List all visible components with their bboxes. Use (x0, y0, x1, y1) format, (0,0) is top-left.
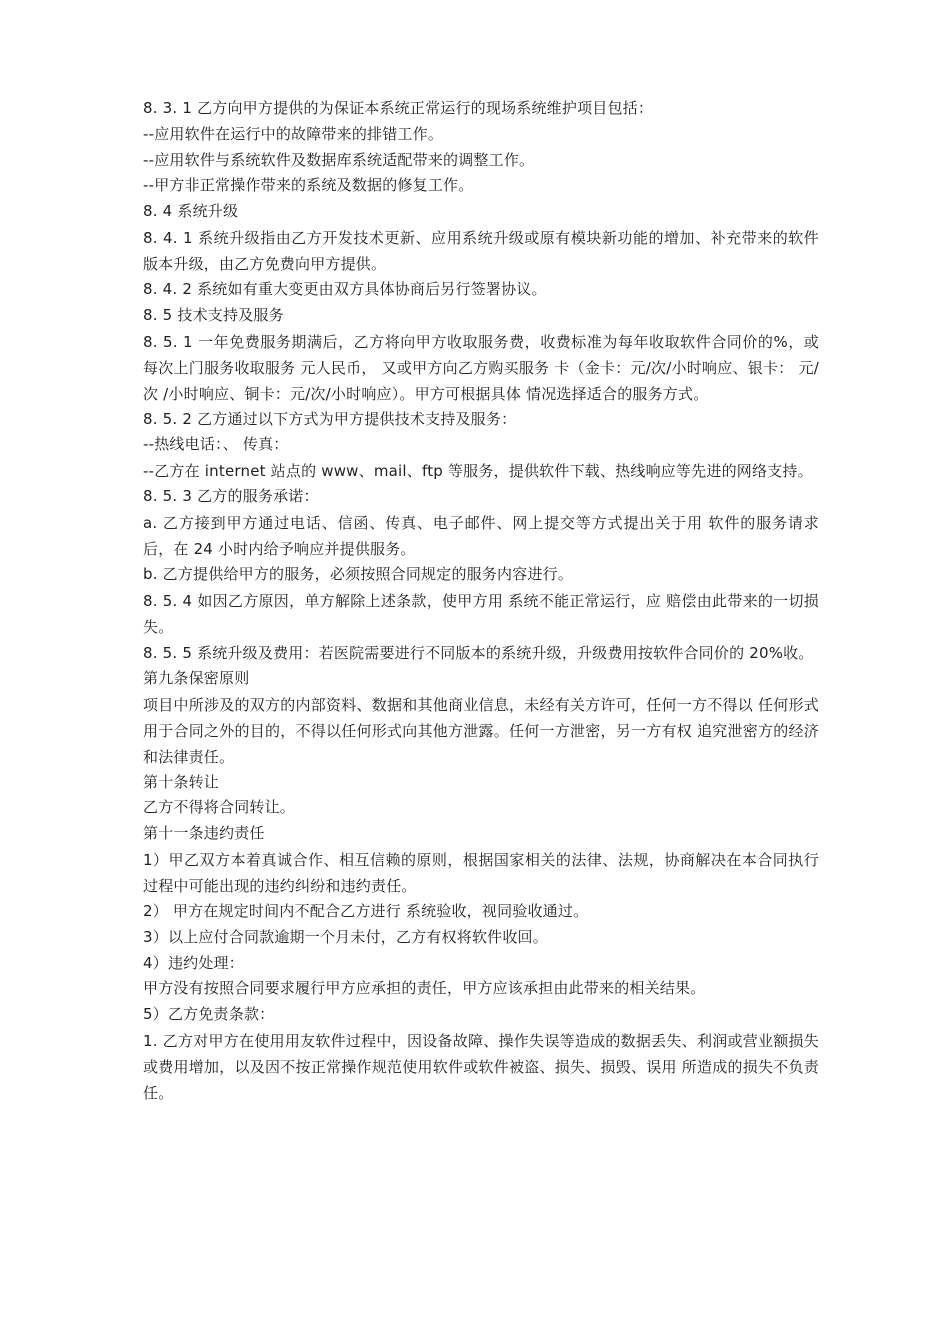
section-heading-article-10: 第十条转让 (143, 772, 220, 791)
section-heading-8-4: 8. 4 系统升级 (143, 202, 239, 221)
paragraph-8-5-3: 8. 5. 3 乙方的服务承诺： (143, 487, 319, 506)
paragraph-8-4-1: 8. 4. 1 系统升级指由乙方开发技术更新、应用系统升级或原有模块新功能的增加、补充带来的软件版本升级，由乙方免费向甲方提供。 (143, 228, 819, 273)
paragraph-confidentiality: 项目中所涉及的双方的内部资料、数据和其他商业信息，未经有关方许可，任何一方不得以 任何形式用于合同之外的目的，不得以任何形式向其他方泄露。任何一方泄密，另一方有权 追究泄密方的经济和法律责任。 (143, 695, 819, 766)
paragraph-8-5-2: 8. 5. 2 乙方通过以下方式为甲方提供技术支持及服务： (143, 409, 517, 428)
paragraph-8-5-4: 8. 5. 4 如因乙方原因，单方解除上述条款，使甲方用 系统不能正常运行，应 赔偿由此带来的一切损失。 (143, 591, 819, 636)
list-item: 1）甲乙双方本着真诚合作、相互信赖的原则，根据国家相关的法律、法规，协商解决在本合同执行过程中可能出现的违约纠纷和违约责任。 (143, 850, 819, 895)
paragraph-breach-handling: 甲方没有按照合同要求履行甲方应承担的责任，甲方应该承担由此带来的相关结果。 (143, 979, 706, 998)
list-item: 5）乙方免责条款： (143, 1005, 275, 1024)
paragraph-disclaimer: 1. 乙方对甲方在使用用友软件过程中，因设备故障、操作失误等造成的数据丢失、利润或营业额损失或费用增加，以及因不按正常操作规范使用软件或软件被盗、损失、损毁、误用 所造成的损失不负责任。 (143, 1031, 819, 1102)
document-body (143, 96, 819, 1106)
list-item: 3）以上应付合同款逾期一个月未付，乙方有权将软件收回。 (143, 927, 548, 946)
list-item: --应用软件在运行中的故障带来的排错工作。 (143, 124, 444, 143)
list-item: a. 乙方接到甲方通过电话、信函、传真、电子邮件、网上提交等方式提出关于用 软件的服务请求后，在 24 小时内给予响应并提供服务。 (143, 513, 819, 558)
paragraph-transfer: 乙方不得将合同转让。 (143, 798, 296, 817)
list-item: --乙方在 internet 站点的 www、mail、ftp 等服务，提供软件下载、热线响应等先进的网络支持。 (143, 462, 813, 481)
paragraph-8-3-1: 8. 3. 1 乙方向甲方提供的为保证本系统正常运行的现场系统维护项目包括： (143, 99, 654, 117)
list-item: 2） 甲方在规定时间内不配合乙方进行 系统验收，视同验收通过。 (143, 901, 589, 920)
list-item: b. 乙方提供给甲方的服务，必须按照合同规定的服务内容进行。 (143, 564, 574, 583)
paragraph-8-4-2: 8. 4. 2 系统如有重大变更由双方具体协商后另行签署协议。 (143, 279, 547, 298)
list-item: --应用软件与系统软件及数据库系统适配带来的调整工作。 (143, 150, 535, 169)
list-item: 4）违约处理： (143, 953, 244, 972)
paragraph-8-5-5: 8. 5. 5 系统升级及费用：若医院需要进行不同版本的系统升级，升级费用按软件合同价的 20%收。 (143, 643, 814, 662)
paragraph-8-5-1: 8. 5. 1 一年免费服务期满后，乙方将向甲方收取服务费，收费标准为每年收取软件合同价的%，或每次上门服务收取服务 元人民币， 又或甲方向乙方购买服务 卡（金卡：元/次/小时响应、银卡： 元/次 /小时响应、铜卡：元/次/小时响应）。甲方可根据具体 情况选择适合的服务方式。 (143, 332, 819, 403)
section-heading-article-9: 第九条保密原则 (143, 668, 250, 687)
section-heading-8-5: 8. 5 技术支持及服务 (143, 305, 284, 324)
list-item: --甲方非正常操作带来的系统及数据的修复工作。 (143, 176, 474, 195)
section-heading-article-11: 第十一条违约责任 (143, 824, 265, 843)
list-item: --热线电话：、 传真： (143, 435, 289, 454)
